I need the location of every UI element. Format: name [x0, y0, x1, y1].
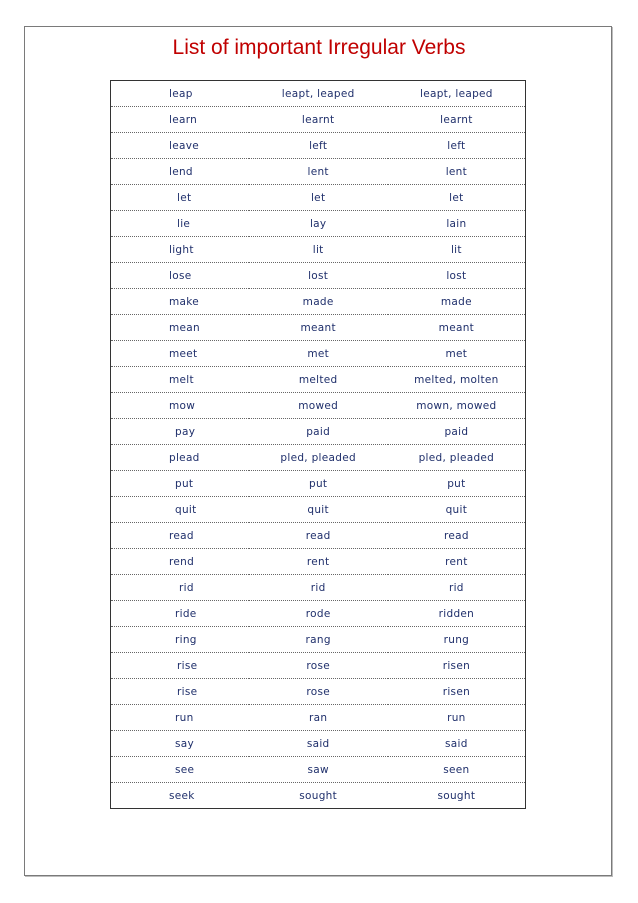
base-form-cell	[111, 445, 249, 471]
base-form-text: lend	[169, 165, 193, 178]
verb-row	[111, 211, 526, 237]
past-tense-cell: left	[249, 133, 388, 159]
base-form-cell	[111, 523, 249, 549]
base-form-text: rise	[177, 685, 198, 698]
past-participle-cell: pled, pleaded	[388, 445, 526, 471]
past-tense-cell: said	[249, 731, 388, 757]
base-form-text: mean	[169, 321, 200, 334]
verb-row	[111, 289, 526, 315]
verb-table-body	[111, 81, 526, 809]
verb-row	[111, 471, 526, 497]
past-tense-cell: learnt	[249, 107, 388, 133]
base-form-text: melt	[169, 373, 194, 386]
base-form-cell	[111, 653, 249, 679]
verb-row	[111, 367, 526, 393]
verb-row	[111, 393, 526, 419]
base-form-cell	[111, 783, 249, 809]
past-tense-cell: let	[249, 185, 388, 211]
past-participle-cell: quit	[388, 497, 526, 523]
verb-row	[111, 627, 526, 653]
past-tense-cell: lay	[249, 211, 388, 237]
verb-row	[111, 705, 526, 731]
past-participle-cell: lit	[388, 237, 526, 263]
base-form-text: run	[175, 711, 194, 724]
past-participle-cell: risen	[388, 679, 526, 705]
verb-row	[111, 263, 526, 289]
verb-row	[111, 159, 526, 185]
base-form-text: meet	[169, 347, 198, 360]
base-form-text: mow	[169, 399, 196, 412]
past-participle-cell: learnt	[388, 107, 526, 133]
base-form-text: lose	[169, 269, 192, 282]
base-form-cell	[111, 679, 249, 705]
verb-row	[111, 783, 526, 809]
past-participle-cell: lost	[388, 263, 526, 289]
past-tense-cell: ran	[249, 705, 388, 731]
verb-row	[111, 315, 526, 341]
verb-row	[111, 679, 526, 705]
base-form-cell	[111, 471, 249, 497]
verb-row	[111, 497, 526, 523]
past-tense-cell: rid	[249, 575, 388, 601]
base-form-text: let	[177, 191, 192, 204]
past-participle-cell: left	[388, 133, 526, 159]
base-form-cell	[111, 185, 249, 211]
past-participle-cell: read	[388, 523, 526, 549]
base-form-text: pay	[175, 425, 196, 438]
base-form-text: light	[169, 243, 194, 256]
base-form-cell	[111, 289, 249, 315]
past-tense-cell: met	[249, 341, 388, 367]
verb-row	[111, 133, 526, 159]
base-form-text: rise	[177, 659, 198, 672]
base-form-cell	[111, 601, 249, 627]
past-tense-cell: rose	[249, 653, 388, 679]
verb-row	[111, 549, 526, 575]
past-tense-cell: rent	[249, 549, 388, 575]
past-tense-cell: lit	[249, 237, 388, 263]
verb-row	[111, 601, 526, 627]
base-form-cell	[111, 237, 249, 263]
base-form-cell	[111, 549, 249, 575]
past-participle-cell: melted, molten	[388, 367, 526, 393]
base-form-text: seek	[169, 789, 195, 802]
past-participle-cell: ridden	[388, 601, 526, 627]
base-form-cell	[111, 315, 249, 341]
base-form-text: ring	[175, 633, 197, 646]
past-participle-cell: mown, mowed	[388, 393, 526, 419]
past-participle-cell: leapt, leaped	[388, 81, 526, 107]
base-form-cell	[111, 341, 249, 367]
past-tense-cell: rode	[249, 601, 388, 627]
past-participle-cell: met	[388, 341, 526, 367]
base-form-cell	[111, 263, 249, 289]
base-form-cell	[111, 81, 249, 107]
base-form-cell	[111, 419, 249, 445]
past-participle-cell: rid	[388, 575, 526, 601]
base-form-text: quit	[175, 503, 197, 516]
past-tense-cell: mowed	[249, 393, 388, 419]
past-participle-cell: put	[388, 471, 526, 497]
verb-row	[111, 575, 526, 601]
past-participle-cell: rent	[388, 549, 526, 575]
verb-row	[111, 445, 526, 471]
past-tense-cell: rose	[249, 679, 388, 705]
past-participle-cell: made	[388, 289, 526, 315]
base-form-text: rid	[179, 581, 194, 594]
verb-row	[111, 757, 526, 783]
verb-row	[111, 107, 526, 133]
past-participle-cell: sought	[437, 789, 476, 802]
base-form-text: see	[175, 763, 195, 776]
past-tense-cell: leapt, leaped	[249, 81, 388, 107]
past-tense-cell: lent	[249, 159, 388, 185]
past-tense-cell: quit	[249, 497, 388, 523]
verb-row	[111, 523, 526, 549]
past-tense-cell: paid	[249, 419, 388, 445]
base-form-text: put	[175, 477, 194, 490]
past-participle-cell: run	[388, 705, 526, 731]
page-title: List of important Irregular Verbs	[172, 36, 466, 59]
irregular-verbs-table	[110, 80, 526, 809]
verb-row	[111, 341, 526, 367]
past-tense-cell: meant	[249, 315, 388, 341]
verb-row	[111, 81, 526, 107]
base-form-text: plead	[169, 451, 200, 464]
base-form-cell	[111, 705, 249, 731]
base-form-text: lie	[177, 217, 191, 230]
base-form-text: leap	[169, 87, 193, 100]
verb-row	[111, 419, 526, 445]
base-form-text: say	[175, 737, 195, 750]
base-form-cell	[111, 731, 249, 757]
base-form-cell	[111, 393, 249, 419]
base-form-text: learn	[169, 113, 198, 126]
past-participle-cell: meant	[388, 315, 526, 341]
past-tense-cell: lost	[249, 263, 388, 289]
base-form-cell	[111, 627, 249, 653]
base-form-cell	[111, 575, 249, 601]
base-form-cell	[111, 107, 249, 133]
past-participle-cell: let	[388, 185, 526, 211]
verb-row	[111, 237, 526, 263]
base-form-text: rend	[169, 555, 195, 568]
verb-row	[111, 731, 526, 757]
past-tense-cell: read	[249, 523, 388, 549]
base-form-cell	[111, 497, 249, 523]
past-tense-cell: melted	[249, 367, 388, 393]
past-tense-cell: made	[249, 289, 388, 315]
base-form-text: read	[169, 529, 194, 542]
past-tense-cell: rang	[249, 627, 388, 653]
base-form-cell	[111, 757, 249, 783]
past-participle-cell: seen	[388, 757, 526, 783]
past-participle-cell: rung	[388, 627, 526, 653]
base-form-cell	[111, 211, 249, 237]
past-tense-cell: sought	[299, 789, 338, 802]
past-participle-cell: lent	[388, 159, 526, 185]
verb-row	[111, 653, 526, 679]
past-participle-cell: risen	[388, 653, 526, 679]
base-form-cell	[111, 159, 249, 185]
past-participle-cell: said	[388, 731, 526, 757]
base-form-text: make	[169, 295, 200, 308]
past-tense-cell: saw	[249, 757, 388, 783]
past-participle-cell: lain	[388, 211, 526, 237]
past-participle-cell: paid	[388, 419, 526, 445]
base-form-cell	[111, 367, 249, 393]
base-form-text: leave	[169, 139, 199, 152]
base-form-cell	[111, 133, 249, 159]
past-tense-cell: pled, pleaded	[249, 445, 388, 471]
base-form-text: ride	[175, 607, 197, 620]
verb-row	[111, 185, 526, 211]
past-tense-cell: put	[249, 471, 388, 497]
